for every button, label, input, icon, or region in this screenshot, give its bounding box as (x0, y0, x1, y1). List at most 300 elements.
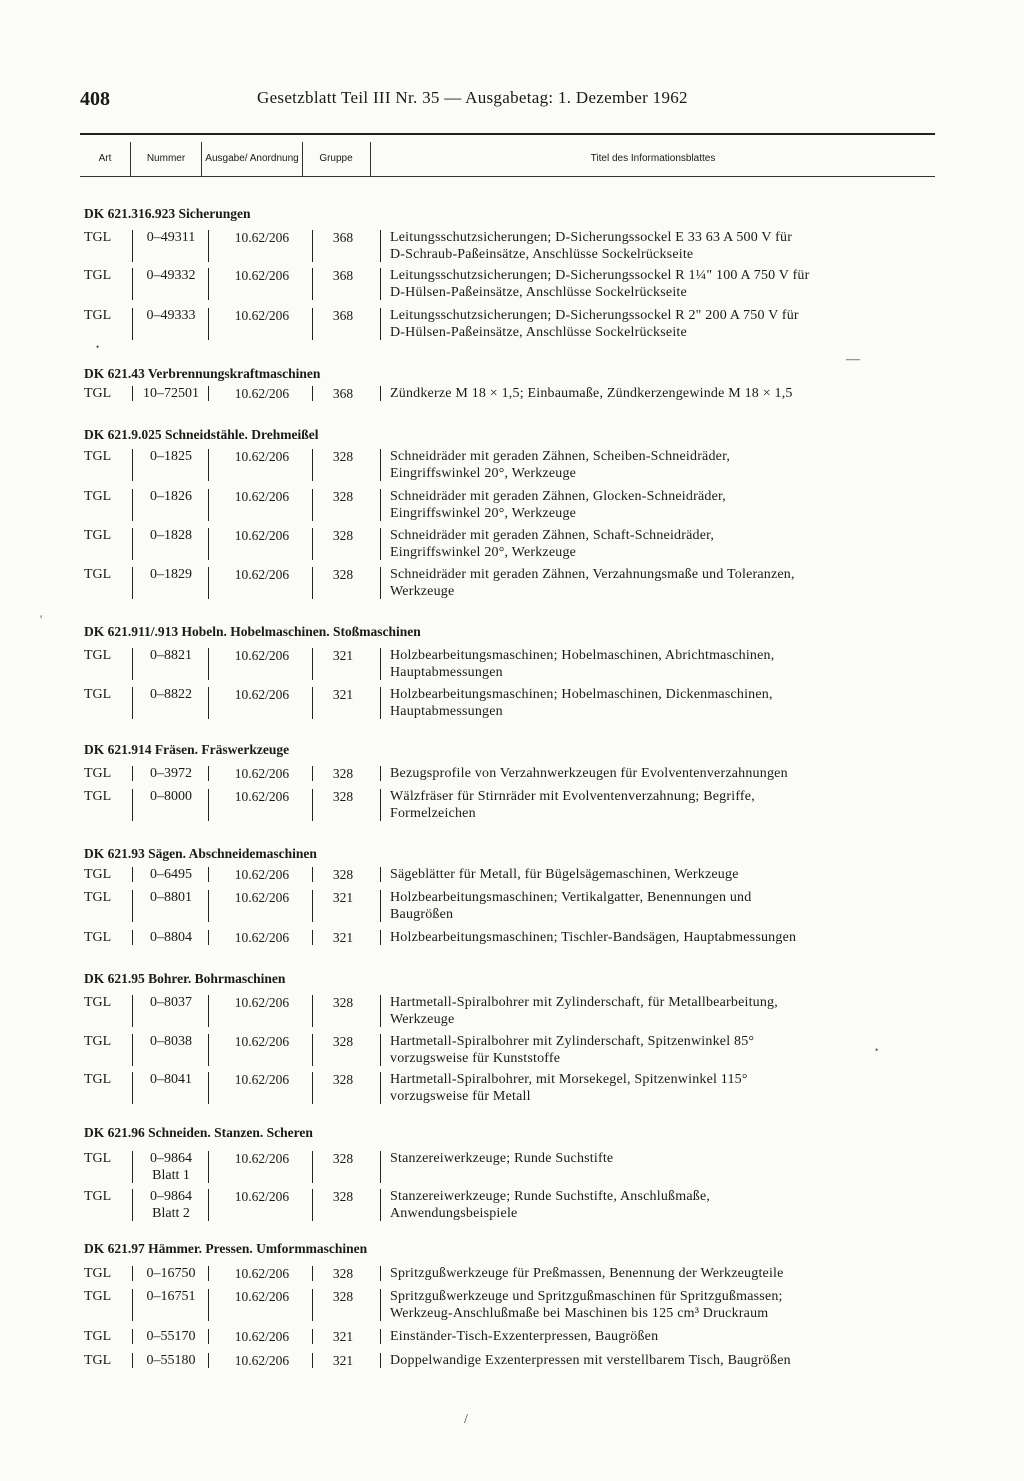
cell-divider (132, 1034, 133, 1066)
art-cell: TGL (84, 308, 112, 323)
cell-divider (380, 867, 381, 882)
cell-divider (380, 230, 381, 262)
ausgabe-cell: 10.62/206 (234, 1353, 290, 1368)
titel-line: Schneidräder mit geraden Zähnen, Scheiben-Schneidräder, (390, 449, 731, 464)
titel-line: Hauptabmessungen (390, 665, 503, 680)
gruppe-cell: 368 (332, 230, 354, 245)
cell-divider (312, 489, 313, 521)
cell-divider (312, 687, 313, 719)
art-cell: TGL (84, 1151, 112, 1166)
table-row (84, 267, 924, 301)
ausgabe-cell: 10.62/206 (234, 890, 290, 905)
table-row (84, 448, 924, 482)
gruppe-cell: 368 (332, 308, 354, 323)
cell-divider (380, 268, 381, 300)
cell-divider (380, 1266, 381, 1281)
table-row (84, 866, 924, 883)
gruppe-cell: 328 (332, 995, 354, 1010)
titel-cell (390, 1071, 914, 1105)
section (84, 846, 944, 945)
cell-divider (312, 1353, 313, 1368)
cell-divider (208, 648, 209, 680)
titel-cell (390, 994, 914, 1028)
section-heading: DK 621.95 Bohrer. Bohrmaschinen (84, 971, 286, 986)
scan-speck: • (96, 342, 100, 352)
table-row (84, 765, 924, 782)
titel-line: Stanzereiwerkzeuge; Runde Suchstifte, Anschlußmaße, (390, 1189, 711, 1204)
section-heading: DK 621.9.025 Schneidstähle. Drehmeißel (84, 427, 319, 442)
cell-divider (132, 528, 133, 560)
cell-divider (132, 489, 133, 521)
section-heading: DK 621.914 Fräsen. Fräswerkzeuge (84, 742, 290, 757)
cell-divider (132, 1266, 133, 1281)
nummer-cell: 0–8037 (150, 995, 192, 1010)
cell-divider (380, 995, 381, 1027)
cell-divider (380, 489, 381, 521)
titel-cell (390, 267, 914, 301)
titel-line: Eingriffswinkel 20°, Werkzeuge (390, 506, 577, 521)
gruppe-cell: 328 (332, 789, 354, 804)
cell-divider (208, 1151, 209, 1183)
table-row (84, 929, 924, 946)
column-header-ausgabe: Ausgabe/ Anordnung (205, 152, 299, 164)
titel-line: Eingriffswinkel 20°, Werkzeuge (390, 466, 577, 481)
table-row (84, 566, 924, 600)
art-cell: TGL (84, 995, 112, 1010)
table-row (84, 1033, 924, 1067)
cell-divider (312, 268, 313, 300)
cell-divider (208, 230, 209, 262)
cell-divider (312, 930, 313, 945)
art-cell: TGL (84, 230, 112, 245)
cell-divider (380, 648, 381, 680)
section-heading: DK 621.97 Hämmer. Pressen. Umformmaschinen (84, 1241, 368, 1256)
cell-divider (380, 308, 381, 340)
gruppe-cell: 328 (332, 766, 354, 781)
art-cell: TGL (84, 1072, 112, 1087)
cell-divider (312, 1329, 313, 1344)
ausgabe-cell: 10.62/206 (234, 1151, 290, 1166)
cell-divider (312, 308, 313, 340)
ausgabe-cell: 10.62/206 (234, 995, 290, 1010)
nummer-cell: 0–6495 (150, 867, 192, 882)
cell-divider (208, 1353, 209, 1368)
cell-divider (380, 1353, 381, 1368)
cell-divider (132, 930, 133, 945)
gruppe-cell: 368 (332, 268, 354, 283)
cell-divider (312, 648, 313, 680)
ausgabe-cell: 10.62/206 (234, 1329, 290, 1344)
nummer-cell: 0–1829 (150, 567, 192, 582)
table-row (84, 1352, 924, 1369)
cell-divider (132, 867, 133, 882)
cell-divider (208, 528, 209, 560)
cell-divider (380, 890, 381, 922)
titel-line: Werkzeuge (390, 584, 455, 599)
gazette-title: Gesetzblatt Teil III Nr. 35 — Ausgabetag: 1. Dezember 1962 (257, 88, 688, 107)
ausgabe-cell: 10.62/206 (234, 1289, 290, 1304)
titel-line: Hartmetall-Spiralbohrer mit Zylinderschaft, Spitzenwinkel 85° (390, 1034, 755, 1049)
titel-line: Schneidräder mit geraden Zähnen, Glocken-Schneidräder, (390, 489, 726, 504)
art-cell: TGL (84, 867, 112, 882)
titel-cell (390, 229, 914, 263)
titel-line: Schneidräder mit geraden Zähnen, Schaft-Schneidräder, (390, 528, 715, 543)
gruppe-cell: 328 (332, 1034, 354, 1049)
gruppe-cell: 328 (332, 1189, 354, 1204)
cell-divider (132, 1189, 133, 1221)
art-cell: TGL (84, 528, 112, 543)
cell-divider (132, 268, 133, 300)
ausgabe-cell: 10.62/206 (234, 528, 290, 543)
cell-divider (380, 1072, 381, 1104)
table-row (84, 1071, 924, 1105)
titel-cell (390, 1265, 914, 1282)
art-cell: TGL (84, 930, 112, 945)
gruppe-cell: 328 (332, 489, 354, 504)
cell-divider (312, 567, 313, 599)
art-cell: TGL (84, 1034, 112, 1049)
art-cell: TGL (84, 648, 112, 663)
nummer-cell: 0–8821 (150, 648, 192, 663)
scan-speck: • (875, 1045, 879, 1055)
nummer-cell: 0–8041 (150, 1072, 192, 1087)
nummer-cell: 0–3972 (150, 766, 192, 781)
page-header (80, 88, 940, 116)
art-cell: TGL (84, 386, 112, 401)
cell-divider (132, 766, 133, 781)
cell-divider (208, 489, 209, 521)
titel-cell (390, 1288, 914, 1322)
nummer-cell: 0–8804 (150, 930, 192, 945)
page-number: 408 (80, 88, 110, 110)
ausgabe-cell: 10.62/206 (234, 867, 290, 882)
gruppe-cell: 321 (332, 1329, 354, 1344)
titel-line: Zündkerze M 18 × 1,5; Einbaumaße, Zündkerzengewinde M 18 × 1,5 (390, 386, 793, 401)
titel-line: Spritzgußwerkzeuge für Preßmassen, Benennung der Werkzeugteile (390, 1266, 784, 1281)
titel-cell (390, 488, 914, 522)
titel-line: Hartmetall-Spiralbohrer, mit Morsekegel, Spitzenwinkel 115° (390, 1072, 748, 1087)
nummer-cell: 0–55170 (146, 1329, 196, 1344)
ausgabe-cell: 10.62/206 (234, 230, 290, 245)
ausgabe-cell: 10.62/206 (234, 489, 290, 504)
cell-divider (312, 867, 313, 882)
cell-divider (132, 230, 133, 262)
titel-cell (390, 1150, 914, 1167)
ausgabe-cell: 10.62/206 (234, 449, 290, 464)
ausgabe-cell: 10.62/206 (234, 930, 290, 945)
art-cell: TGL (84, 687, 112, 702)
cell-divider (312, 1034, 313, 1066)
cell-divider (132, 995, 133, 1027)
cell-divider (208, 449, 209, 481)
section (84, 742, 944, 821)
ausgabe-cell: 10.62/206 (234, 648, 290, 663)
section (84, 1125, 944, 1221)
section (84, 1241, 944, 1368)
art-cell: TGL (84, 1289, 112, 1304)
ausgabe-cell: 10.62/206 (234, 687, 290, 702)
cell-divider (380, 567, 381, 599)
cell-divider (132, 1353, 133, 1368)
titel-line: Schneidräder mit geraden Zähnen, Verzahnungsmaße und Toleranzen, (390, 567, 795, 582)
table-row (84, 229, 924, 263)
titel-cell (390, 1033, 914, 1067)
table-row (84, 994, 924, 1028)
titel-cell (390, 566, 914, 600)
nummer-line: Blatt 2 (152, 1206, 190, 1221)
ausgabe-cell: 10.62/206 (234, 308, 290, 323)
titel-cell (390, 1328, 914, 1345)
art-cell: TGL (84, 1329, 112, 1344)
titel-line: Holzbearbeitungsmaschinen; Hobelmaschinen, Dickenmaschinen, (390, 687, 773, 702)
cell-divider (132, 1072, 133, 1104)
titel-line: Holzbearbeitungsmaschinen; Tischler-Bandsägen, Hauptabmessungen (390, 930, 797, 945)
gruppe-cell: 321 (332, 1353, 354, 1368)
titel-cell (390, 448, 914, 482)
section (84, 206, 944, 340)
nummer-cell: 0–8822 (150, 687, 192, 702)
titel-line: Leitungsschutzsicherungen; D-Sicherungssockel R 2" 200 A 750 V für (390, 308, 799, 323)
art-cell: TGL (84, 268, 112, 283)
gruppe-cell: 328 (332, 1266, 354, 1281)
titel-line: Baugrößen (390, 907, 454, 922)
titel-line: Sägeblätter für Metall, für Bügelsägemaschinen, Werkzeuge (390, 867, 739, 882)
cell-divider (208, 789, 209, 821)
cell-divider (312, 1266, 313, 1281)
titel-line: Formelzeichen (390, 806, 476, 821)
column-header-rule (80, 176, 935, 177)
gruppe-cell: 328 (332, 1151, 354, 1166)
titel-line: Eingriffswinkel 20°, Werkzeuge (390, 545, 577, 560)
cell-divider (208, 1329, 209, 1344)
nummer-cell: 0–8801 (150, 890, 192, 905)
header-rule (80, 133, 935, 135)
titel-line: vorzugsweise für Kunststoffe (390, 1051, 561, 1066)
cell-divider (132, 687, 133, 719)
column-header-nummer: Nummer (146, 152, 186, 164)
cell-divider (208, 308, 209, 340)
cell-divider (312, 789, 313, 821)
ausgabe-cell: 10.62/206 (234, 386, 290, 401)
cell-divider (208, 1289, 209, 1321)
titel-cell (390, 788, 914, 822)
table-row (84, 686, 924, 720)
titel-cell (390, 686, 914, 720)
ausgabe-cell: 10.62/206 (234, 567, 290, 582)
table-row (84, 385, 924, 402)
nummer-cell: 0–1828 (150, 528, 192, 543)
section (84, 624, 944, 719)
cell-divider (312, 995, 313, 1027)
titel-line: Holzbearbeitungsmaschinen; Vertikalgatter, Benennungen und (390, 890, 752, 905)
nummer-cell: 0–49333 (146, 308, 196, 323)
cell-divider (380, 930, 381, 945)
titel-line: Einständer-Tisch-Exzenterpressen, Baugrößen (390, 1329, 659, 1344)
column-header-titel: Titel des Informationsblattes (590, 152, 716, 164)
scan-mark: / (464, 1412, 468, 1427)
art-cell: TGL (84, 489, 112, 504)
table-row (84, 788, 924, 822)
cell-divider (380, 1189, 381, 1221)
nummer-cell: 0–49311 (146, 230, 196, 245)
cell-divider (208, 1034, 209, 1066)
cell-divider (208, 1266, 209, 1281)
section-heading: DK 621.911/.913 Hobeln. Hobelmaschinen. Stoßmaschinen (84, 624, 421, 639)
titel-line: Wälzfräser für Stirnräder mit Evolventenverzahnung; Begriffe, (390, 789, 755, 804)
nummer-cell: 0–16750 (146, 1266, 196, 1281)
cell-divider (208, 567, 209, 599)
table-row (84, 1188, 924, 1222)
titel-line: Anwendungsbeispiele (390, 1206, 518, 1221)
cell-divider (312, 1289, 313, 1321)
cell-divider (208, 930, 209, 945)
gruppe-cell: 328 (332, 1072, 354, 1087)
titel-line: Spritzgußwerkzeuge und Spritzgußmaschinen für Spritzgußmassen; (390, 1289, 783, 1304)
titel-cell (390, 307, 914, 341)
nummer-cell: 0–1826 (150, 489, 192, 504)
cell-divider (132, 1289, 133, 1321)
section (84, 971, 944, 1104)
cell-divider (312, 1189, 313, 1221)
titel-cell (390, 1352, 914, 1369)
cell-divider (132, 1329, 133, 1344)
titel-line: Leitungsschutzsicherungen; D-Sicherungssockel E 33 63 A 500 V für (390, 230, 793, 245)
nummer-cell: 0–8038 (150, 1034, 192, 1049)
cell-divider (312, 386, 313, 401)
ausgabe-cell: 10.62/206 (234, 789, 290, 804)
cell-divider (380, 1329, 381, 1344)
cell-divider (312, 230, 313, 262)
section (84, 427, 944, 599)
art-cell: TGL (84, 789, 112, 804)
cell-divider (132, 1151, 133, 1183)
cell-divider (380, 1034, 381, 1066)
nummer-cell (136, 1188, 206, 1222)
cell-divider (132, 386, 133, 401)
titel-cell (390, 866, 914, 883)
cell-divider (312, 1151, 313, 1183)
gruppe-cell: 328 (332, 449, 354, 464)
table-row (84, 527, 924, 561)
gruppe-cell: 328 (332, 867, 354, 882)
nummer-cell: 0–55180 (146, 1353, 196, 1368)
table-row (84, 1150, 924, 1184)
ausgabe-cell: 10.62/206 (234, 1072, 290, 1087)
cell-divider (132, 567, 133, 599)
cell-divider (380, 386, 381, 401)
gruppe-cell: 321 (332, 687, 354, 702)
scan-mark: — (846, 352, 860, 367)
cell-divider (208, 1072, 209, 1104)
cell-divider (380, 766, 381, 781)
cell-divider (208, 995, 209, 1027)
cell-divider (208, 268, 209, 300)
nummer-cell: 0–16751 (146, 1289, 196, 1304)
cell-divider (132, 789, 133, 821)
art-cell: TGL (84, 766, 112, 781)
cell-divider (312, 890, 313, 922)
nummer-line: Blatt 1 (152, 1168, 190, 1183)
nummer-cell: 0–49332 (146, 268, 196, 283)
titel-line: Stanzereiwerkzeuge; Runde Suchstifte (390, 1151, 614, 1166)
titel-line: Bezugsprofile von Verzahnwerkzeugen für Evolventenverzahnungen (390, 766, 788, 781)
ausgabe-cell: 10.62/206 (234, 1034, 290, 1049)
cell-divider (312, 449, 313, 481)
cell-divider (132, 648, 133, 680)
cell-divider (208, 386, 209, 401)
section-heading: DK 621.93 Sägen. Abschneidemaschinen (84, 846, 317, 861)
table-row (84, 307, 924, 341)
cell-divider (132, 449, 133, 481)
cell-divider (208, 687, 209, 719)
titel-cell (390, 765, 914, 782)
titel-line: D-Hülsen-Paßeinsätze, Anschlüsse Sockelrückseite (390, 325, 687, 340)
cell-divider (380, 528, 381, 560)
cell-divider (132, 890, 133, 922)
cell-divider (208, 867, 209, 882)
gruppe-cell: 321 (332, 648, 354, 663)
art-cell: TGL (84, 1189, 112, 1204)
art-cell: TGL (84, 567, 112, 582)
section-heading: DK 621.43 Verbrennungskraftmaschinen (84, 366, 321, 381)
table-row (84, 889, 924, 923)
titel-cell (390, 527, 914, 561)
art-cell: TGL (84, 1266, 112, 1281)
cell-divider (380, 789, 381, 821)
ausgabe-cell: 10.62/206 (234, 268, 290, 283)
nummer-cell: 0–1825 (150, 449, 192, 464)
column-header-gruppe: Gruppe (319, 152, 353, 164)
gruppe-cell: 328 (332, 528, 354, 543)
cell-divider (380, 687, 381, 719)
titel-line: Werkzeuge (390, 1012, 455, 1027)
titel-cell (390, 385, 914, 402)
nummer-line: 0–9864 (150, 1189, 192, 1204)
titel-cell (390, 889, 914, 923)
titel-line: Holzbearbeitungsmaschinen; Hobelmaschinen, Abrichtmaschinen, (390, 648, 775, 663)
titel-line: vorzugsweise für Metall (390, 1089, 531, 1104)
nummer-line: 0–9864 (150, 1151, 192, 1166)
gruppe-cell: 328 (332, 1289, 354, 1304)
gruppe-cell: 321 (332, 930, 354, 945)
table-row (84, 1328, 924, 1345)
section-heading: DK 621.316.923 Sicherungen (84, 206, 251, 221)
art-cell: TGL (84, 449, 112, 464)
section-heading: DK 621.96 Schneiden. Stanzen. Scheren (84, 1125, 313, 1140)
cell-divider (208, 1189, 209, 1221)
nummer-cell: 0–8000 (150, 789, 192, 804)
column-header-art: Art (98, 152, 112, 164)
cell-divider (312, 1072, 313, 1104)
art-cell: TGL (84, 1353, 112, 1368)
cell-divider (312, 528, 313, 560)
titel-line: Hauptabmessungen (390, 704, 503, 719)
titel-line: Hartmetall-Spiralbohrer mit Zylinderschaft, für Metallbearbeitung, (390, 995, 778, 1010)
cell-divider (380, 1151, 381, 1183)
titel-line: Leitungsschutzsicherungen; D-Sicherungssockel R 1¼" 100 A 750 V für (390, 268, 810, 283)
titel-cell (390, 647, 914, 681)
gruppe-cell: 328 (332, 567, 354, 582)
nummer-cell: 10–72501 (143, 386, 199, 401)
nummer-cell (136, 1150, 206, 1184)
gruppe-cell: 321 (332, 890, 354, 905)
table-row (84, 488, 924, 522)
art-cell: TGL (84, 890, 112, 905)
cell-divider (208, 890, 209, 922)
titel-line: D-Schraub-Paßeinsätze, Anschlüsse Sockelrückseite (390, 247, 694, 262)
titel-line: Doppelwandige Exzenterpressen mit verstellbarem Tisch, Baugrößen (390, 1353, 791, 1368)
ausgabe-cell: 10.62/206 (234, 766, 290, 781)
